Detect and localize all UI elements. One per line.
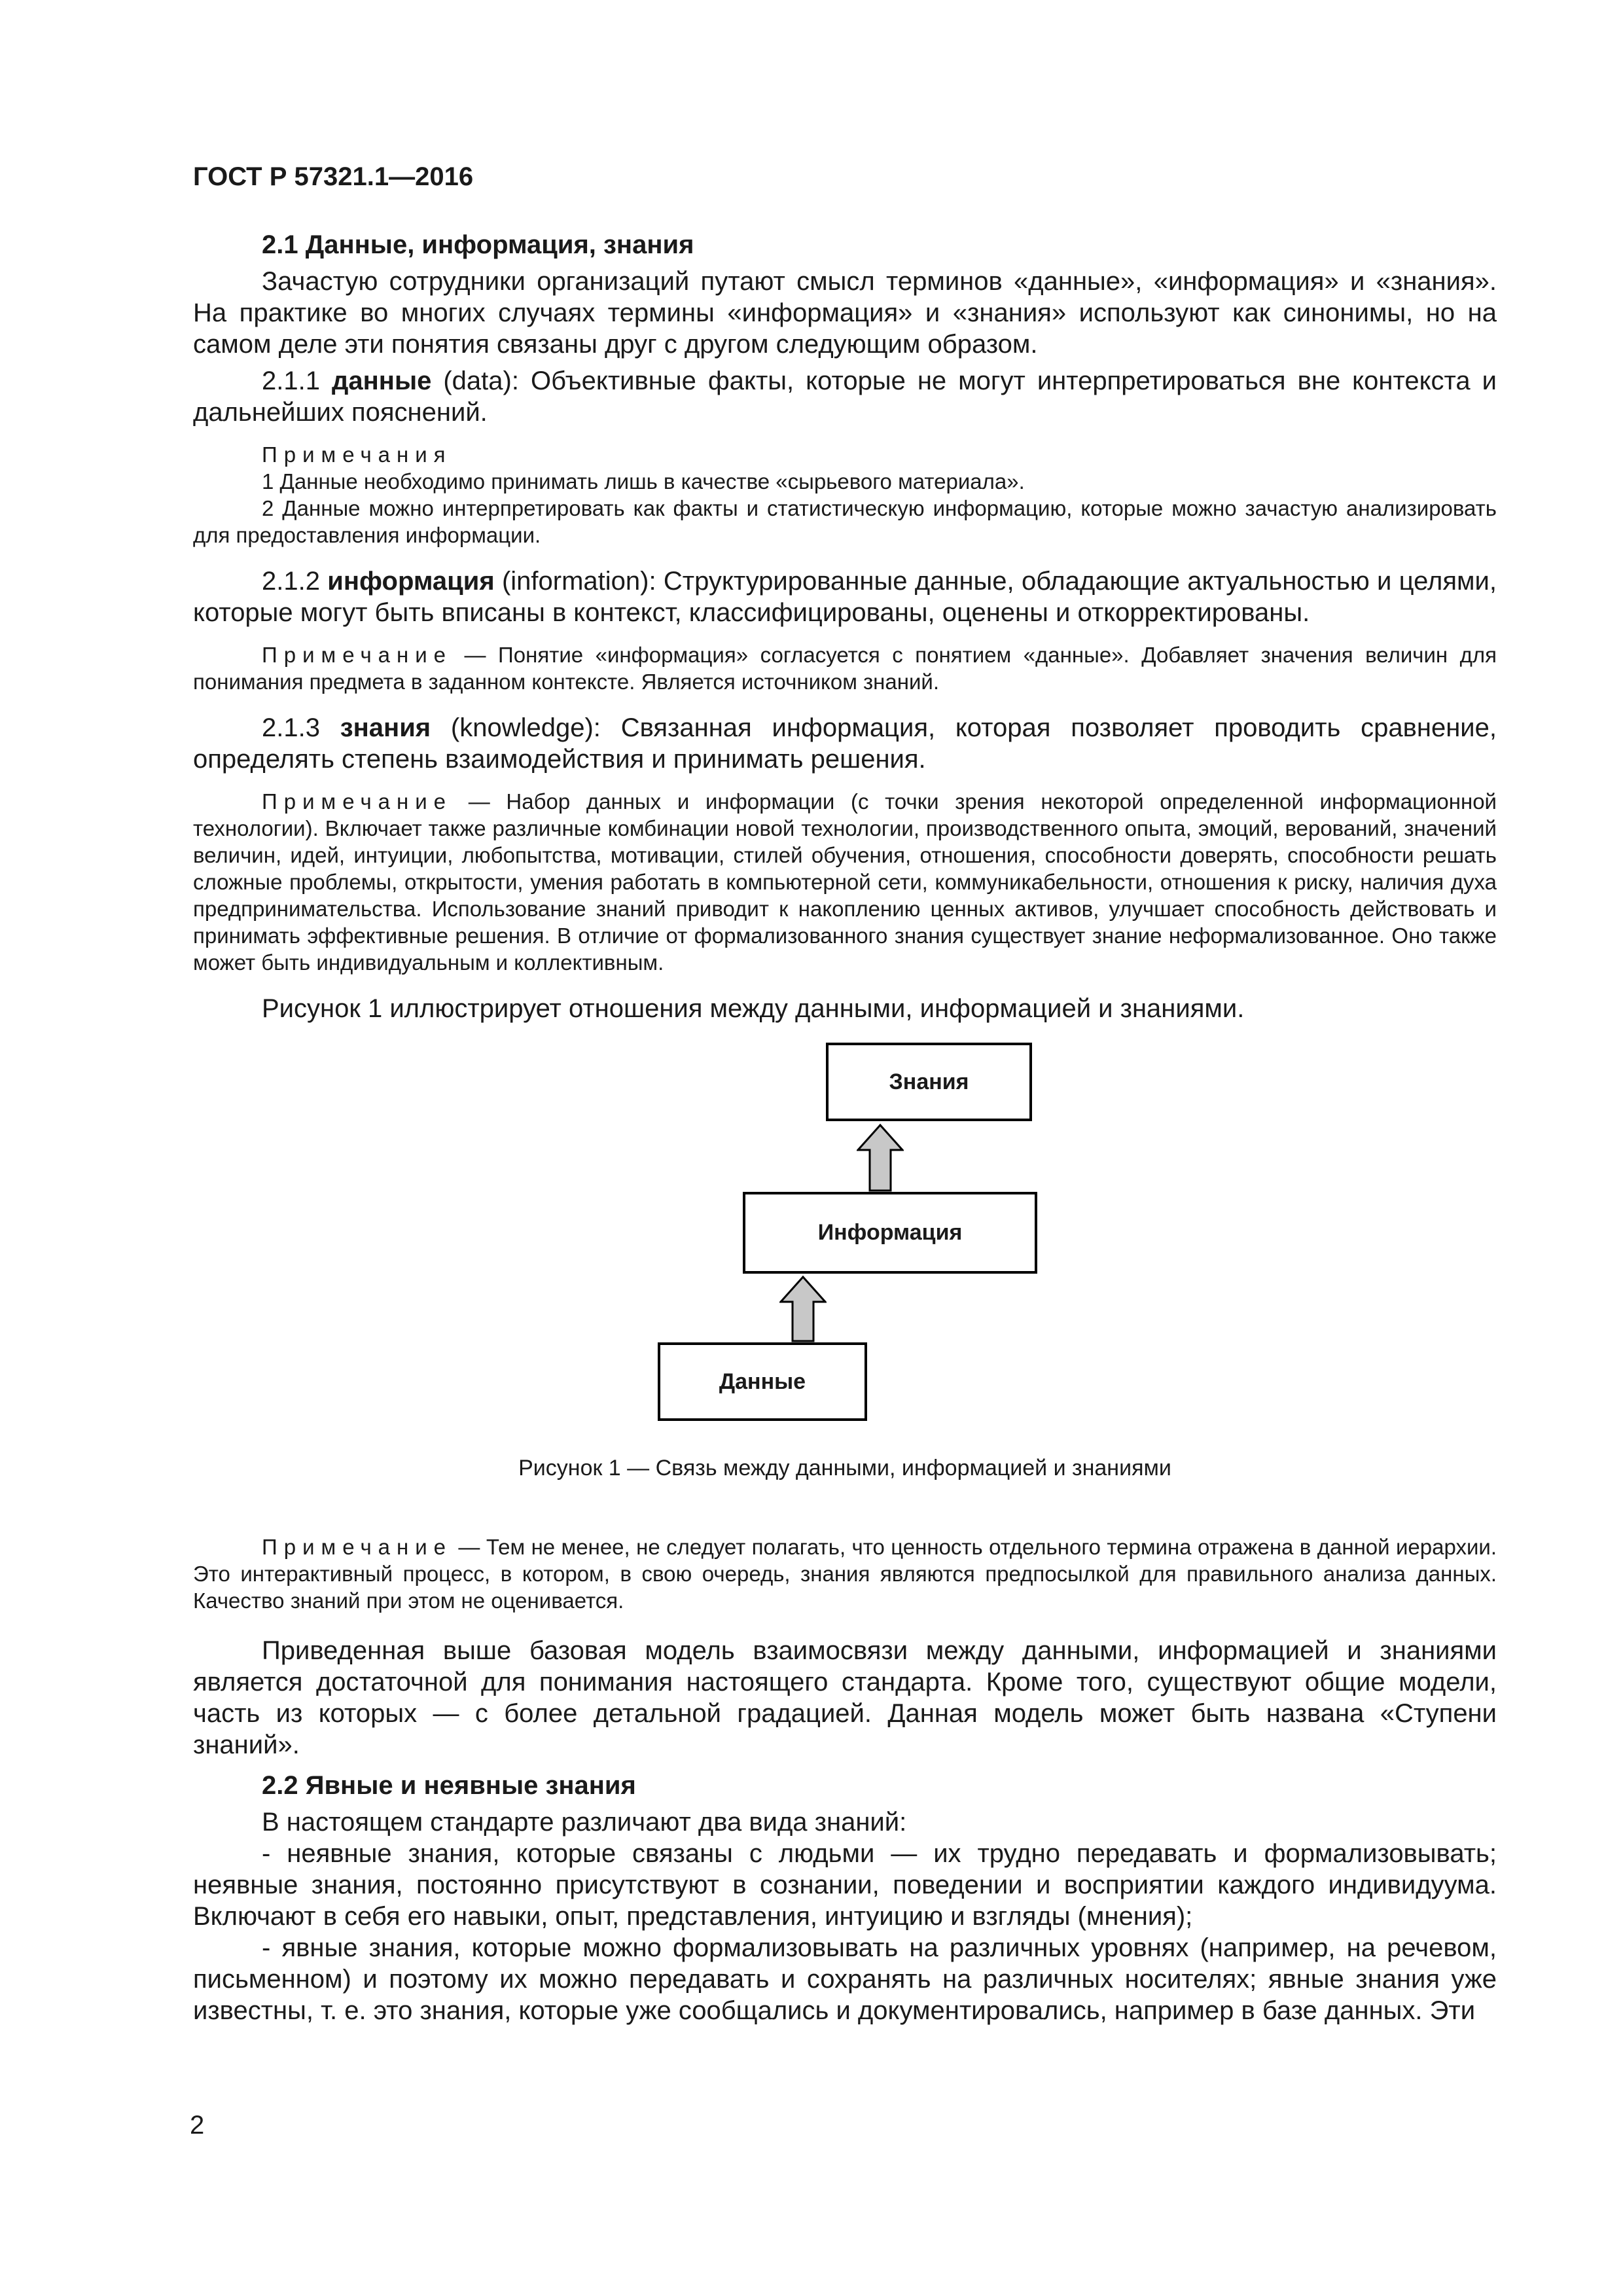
section-2-1-heading: 2.1 Данные, информация, знания: [262, 230, 694, 259]
term-number: 2.1.2: [262, 567, 320, 596]
list-item: - явные знания, которые можно формализовывать на различных уровнях (например, на речевом, письменном) и поэтому их можно передавать и сохранять на различных носителях; явные знания уже известны, т. е. это знания, которые уже сообщались и документировались, например в базе данных. Эти: [193, 1933, 1497, 2025]
data-box: Данные: [658, 1342, 867, 1421]
up-arrow-icon: [779, 1276, 827, 1342]
section-2-2-intro: В настоящем стандарте различают два вида знаний:: [262, 1808, 907, 1837]
note-text: — Тем не менее, не следует полагать, что ценность отдельного термина отражена в данной иерархии. Это интерактивный процесс, в котором, в свою очередь, знания являются предпосылкой для правильного анализа данных. Качество знаний при этом не оценивается.: [193, 1535, 1497, 1613]
term-name: данные: [331, 367, 432, 395]
page-number: 2: [190, 2111, 205, 2140]
note-2-1-3: [193, 788, 1497, 976]
note-2-1-2: [193, 641, 1497, 695]
knowledge-box: Знания: [826, 1043, 1032, 1121]
term-2-1-2: [193, 565, 1497, 628]
note-label: Примечание: [262, 643, 453, 667]
up-arrow-icon: [857, 1124, 904, 1192]
term-2-1-1: [193, 365, 1497, 428]
term-number: 2.1.3: [262, 713, 320, 742]
information-box: Информация: [743, 1192, 1037, 1274]
section-2-2-heading: 2.2 Явные и неявные знания: [262, 1771, 636, 1800]
note-text: — Понятие «информация» согласуется с понятием «данные». Добавляет значения величин для понимания предмета в заданном контексте. Является источником знаний.: [193, 643, 1497, 694]
note-figure: [193, 1534, 1497, 1614]
list-item: - неявные знания, которые связаны с людьми — их трудно передавать и формализовывать; неявные знания, постоянно присутствуют в сознании, поведении и восприятии каждого индивидуума. Включают в себя его навыки, опыт, представления, интуицию и взгляды (мнения);: [193, 1839, 1497, 1931]
note-2: 2 Данные можно интерпретировать как факты и статистическую информацию, которые можно зачастую анализировать для предоставления информации.: [193, 496, 1497, 547]
figure-reference: Рисунок 1 иллюстрирует отношения между данными, информацией и знаниями.: [262, 994, 1245, 1023]
figure-1: [193, 1043, 1497, 1494]
term-2-1-3: [193, 712, 1497, 775]
term-number: 2.1.1: [262, 367, 320, 395]
notes-label: Примечания: [262, 442, 452, 467]
term-name: информация: [327, 567, 495, 596]
term-definition: (information): Структурированные данные, обладающие актуальностью и целями, которые могут быть вписаны в контекст, классифицированы, оценены и откорректированы.: [193, 567, 1497, 627]
note-text: — Набор данных и информации (с точки зрения некоторой определенной информационной технологии). Включает также различные комбинации новой технологии, производственного опыта, эмоций, верований, значений величин, идей, интуиции, любопытства, мотивации, стилей обучения, отношения, способности доверять, способности решать сложные проблемы, открытости, умения работать в компьютерной сети, коммуникабельности, отношения к риску, наличия духа предпринимательства. Использование знаний приводит к накоплению ценных активов, улучшает способность действовать и принимать эффективные решения. В отличие от формализованного знания существует знание неформализованное. Оно также может быть индивидуальным и коллективным.: [193, 789, 1497, 975]
note-label: Примечание: [262, 789, 453, 814]
term-definition: (knowledge): Связанная информация, которая позволяет проводить сравнение, определять степень взаимодействия и принимать решения.: [193, 713, 1497, 774]
page-body: [193, 229, 1497, 2026]
figure-caption: Рисунок 1 — Связь между данными, информацией и знаниями: [518, 1456, 1171, 1480]
term-definition: (data): Объективные факты, которые не могут интерпретироваться вне контекста и дальнейших пояснений.: [193, 367, 1497, 427]
note-label: Примечание: [262, 1535, 453, 1559]
section-2-1-intro: Зачастую сотрудники организаций путают смысл терминов «данные», «информация» и «знания». На практике во многих случаях термины «информация» и «знания» используют как синонимы, но на самом деле эти понятия связаны друг с другом следующим образом.: [193, 267, 1497, 359]
standard-designation: ГОСТ Р 57321.1—2016: [193, 162, 474, 191]
model-paragraph: Приведенная выше базовая модель взаимосвязи между данными, информацией и знаниями является достаточной для понимания настоящего стандарта. Кроме того, существуют общие модели, часть из которых — с более детальной градацией. Данная модель может быть названа «Ступени знаний».: [193, 1636, 1497, 1759]
term-name: знания: [340, 713, 431, 742]
note-1: 1 Данные необходимо принимать лишь в качестве «сырьевого материала».: [262, 469, 1025, 493]
